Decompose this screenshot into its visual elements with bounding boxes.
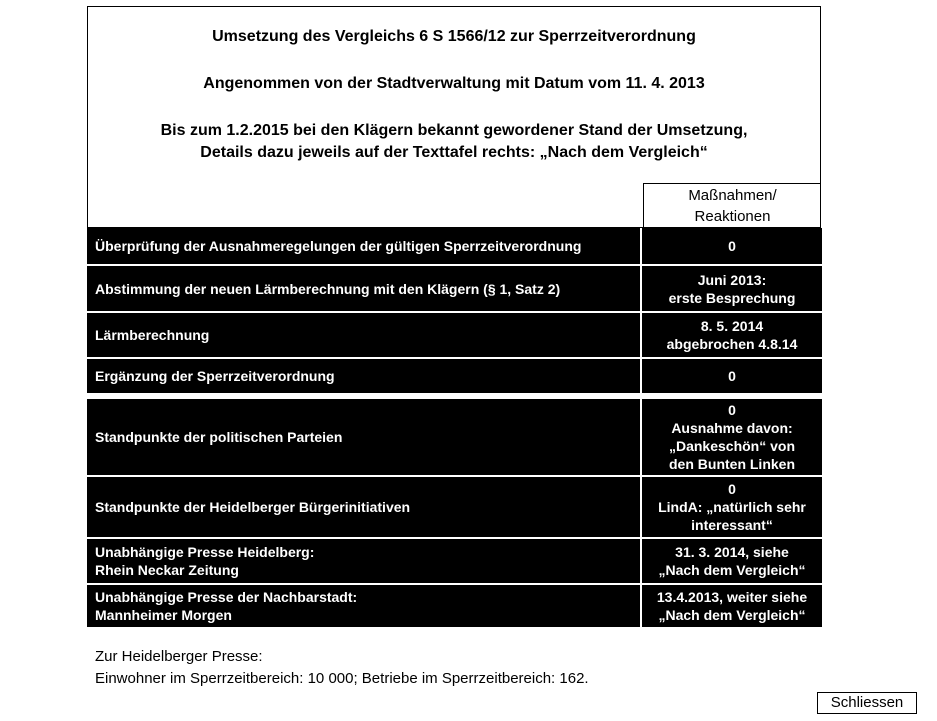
- measure-label-line: Ergänzung der Sperrzeitverordnung: [95, 368, 335, 384]
- measure-label-line: Standpunkte der politischen Parteien: [95, 429, 343, 445]
- table-row: [87, 359, 822, 395]
- measure-label: [87, 266, 642, 311]
- measure-label-line: Überprüfung der Ausnahmeregelungen der gültigen Sperrzeitverordnung: [95, 238, 582, 254]
- measures-table: [87, 228, 822, 629]
- table-row: [87, 585, 822, 629]
- measure-status-line: 0: [728, 368, 736, 384]
- measure-status-line: 31. 3. 2014, siehe: [675, 544, 789, 560]
- column-header: [643, 183, 821, 229]
- table-row: [87, 539, 822, 585]
- table-row: [87, 228, 822, 266]
- header-box: [87, 6, 821, 228]
- status-line-2: Details dazu jeweils auf der Texttafel rechts: „Nach dem Vergleich“: [200, 144, 708, 161]
- measure-status-line: den Bunten Linken: [669, 456, 795, 472]
- measure-label-line: Lärmberechnung: [95, 327, 210, 343]
- table-row: [87, 313, 822, 359]
- measure-status: [642, 585, 822, 627]
- measure-status-line: abgebrochen 4.8.14: [666, 336, 798, 352]
- measure-status: [642, 266, 822, 311]
- measure-label-line: Unabhängige Presse der Nachbarstadt:: [95, 589, 358, 605]
- table-row: [87, 266, 822, 313]
- close-button[interactable]: Schliessen: [817, 692, 917, 714]
- measure-status: [642, 539, 822, 583]
- measure-label-line: Mannheimer Morgen: [95, 607, 232, 623]
- table-row: [87, 395, 822, 477]
- measure-status: [642, 313, 822, 357]
- measure-status-line: 8. 5. 2014: [700, 318, 764, 334]
- footer-note: [95, 646, 589, 690]
- measure-status-line: 0: [728, 402, 736, 418]
- measure-status-line: Ausnahme davon:: [671, 420, 793, 436]
- measure-label-line: Abstimmung der neuen Lärmberechnung mit den Klägern (§ 1, Satz 2): [95, 280, 561, 297]
- measure-status-line: „Nach dem Vergleich“: [658, 562, 806, 578]
- measure-label: [87, 359, 642, 393]
- measure-label: [87, 399, 642, 475]
- measure-label: [87, 539, 642, 583]
- adoption-date: Angenommen von der Stadtverwaltung mit Datum vom 11. 4. 2013: [203, 75, 705, 92]
- measure-label-line: Unabhängige Presse Heidelberg:: [95, 544, 315, 560]
- measure-label-line: Rhein Neckar Zeitung: [95, 562, 239, 578]
- measure-label: [87, 228, 642, 264]
- measure-status-line: erste Besprechung: [668, 289, 796, 306]
- measure-label: [87, 477, 642, 537]
- status-line-1: Bis zum 1.2.2015 bei den Klägern bekannt gewordener Stand der Umsetzung,: [160, 122, 748, 139]
- measure-status: [642, 399, 822, 475]
- measure-label: [87, 585, 642, 627]
- measure-status-line: „Nach dem Vergleich“: [658, 607, 806, 623]
- measure-status-line: 0: [728, 238, 736, 254]
- column-header-line1: Maßnahmen/: [688, 187, 777, 204]
- column-header-line2: Reaktionen: [694, 208, 771, 225]
- measure-status: [642, 477, 822, 537]
- measure-status-line: „Dankeschön“ von: [668, 438, 796, 454]
- measure-label: [87, 313, 642, 357]
- measure-label-line: Standpunkte der Heidelberger Bürgerinitiativen: [95, 499, 411, 515]
- measure-status-line: LindA: „natürlich sehr: [658, 499, 806, 515]
- document-title: Umsetzung des Vergleichs 6 S 1566/12 zur Sperrzeitverordnung: [212, 28, 696, 45]
- measure-status-line: interessant“: [691, 517, 773, 533]
- measure-status: [642, 228, 822, 264]
- footer-line-1: Zur Heidelberger Presse:: [95, 648, 263, 665]
- measure-status-line: 0: [728, 481, 736, 497]
- measure-status-line: 13.4.2013, weiter siehe: [656, 589, 808, 605]
- table-row: [87, 477, 822, 539]
- measure-status: [642, 359, 822, 393]
- footer-line-2: Einwohner im Sperrzeitbereich: 10 000; Betriebe im Sperrzeitbereich: 162.: [95, 670, 589, 687]
- measure-status-line: Juni 2013:: [697, 271, 767, 288]
